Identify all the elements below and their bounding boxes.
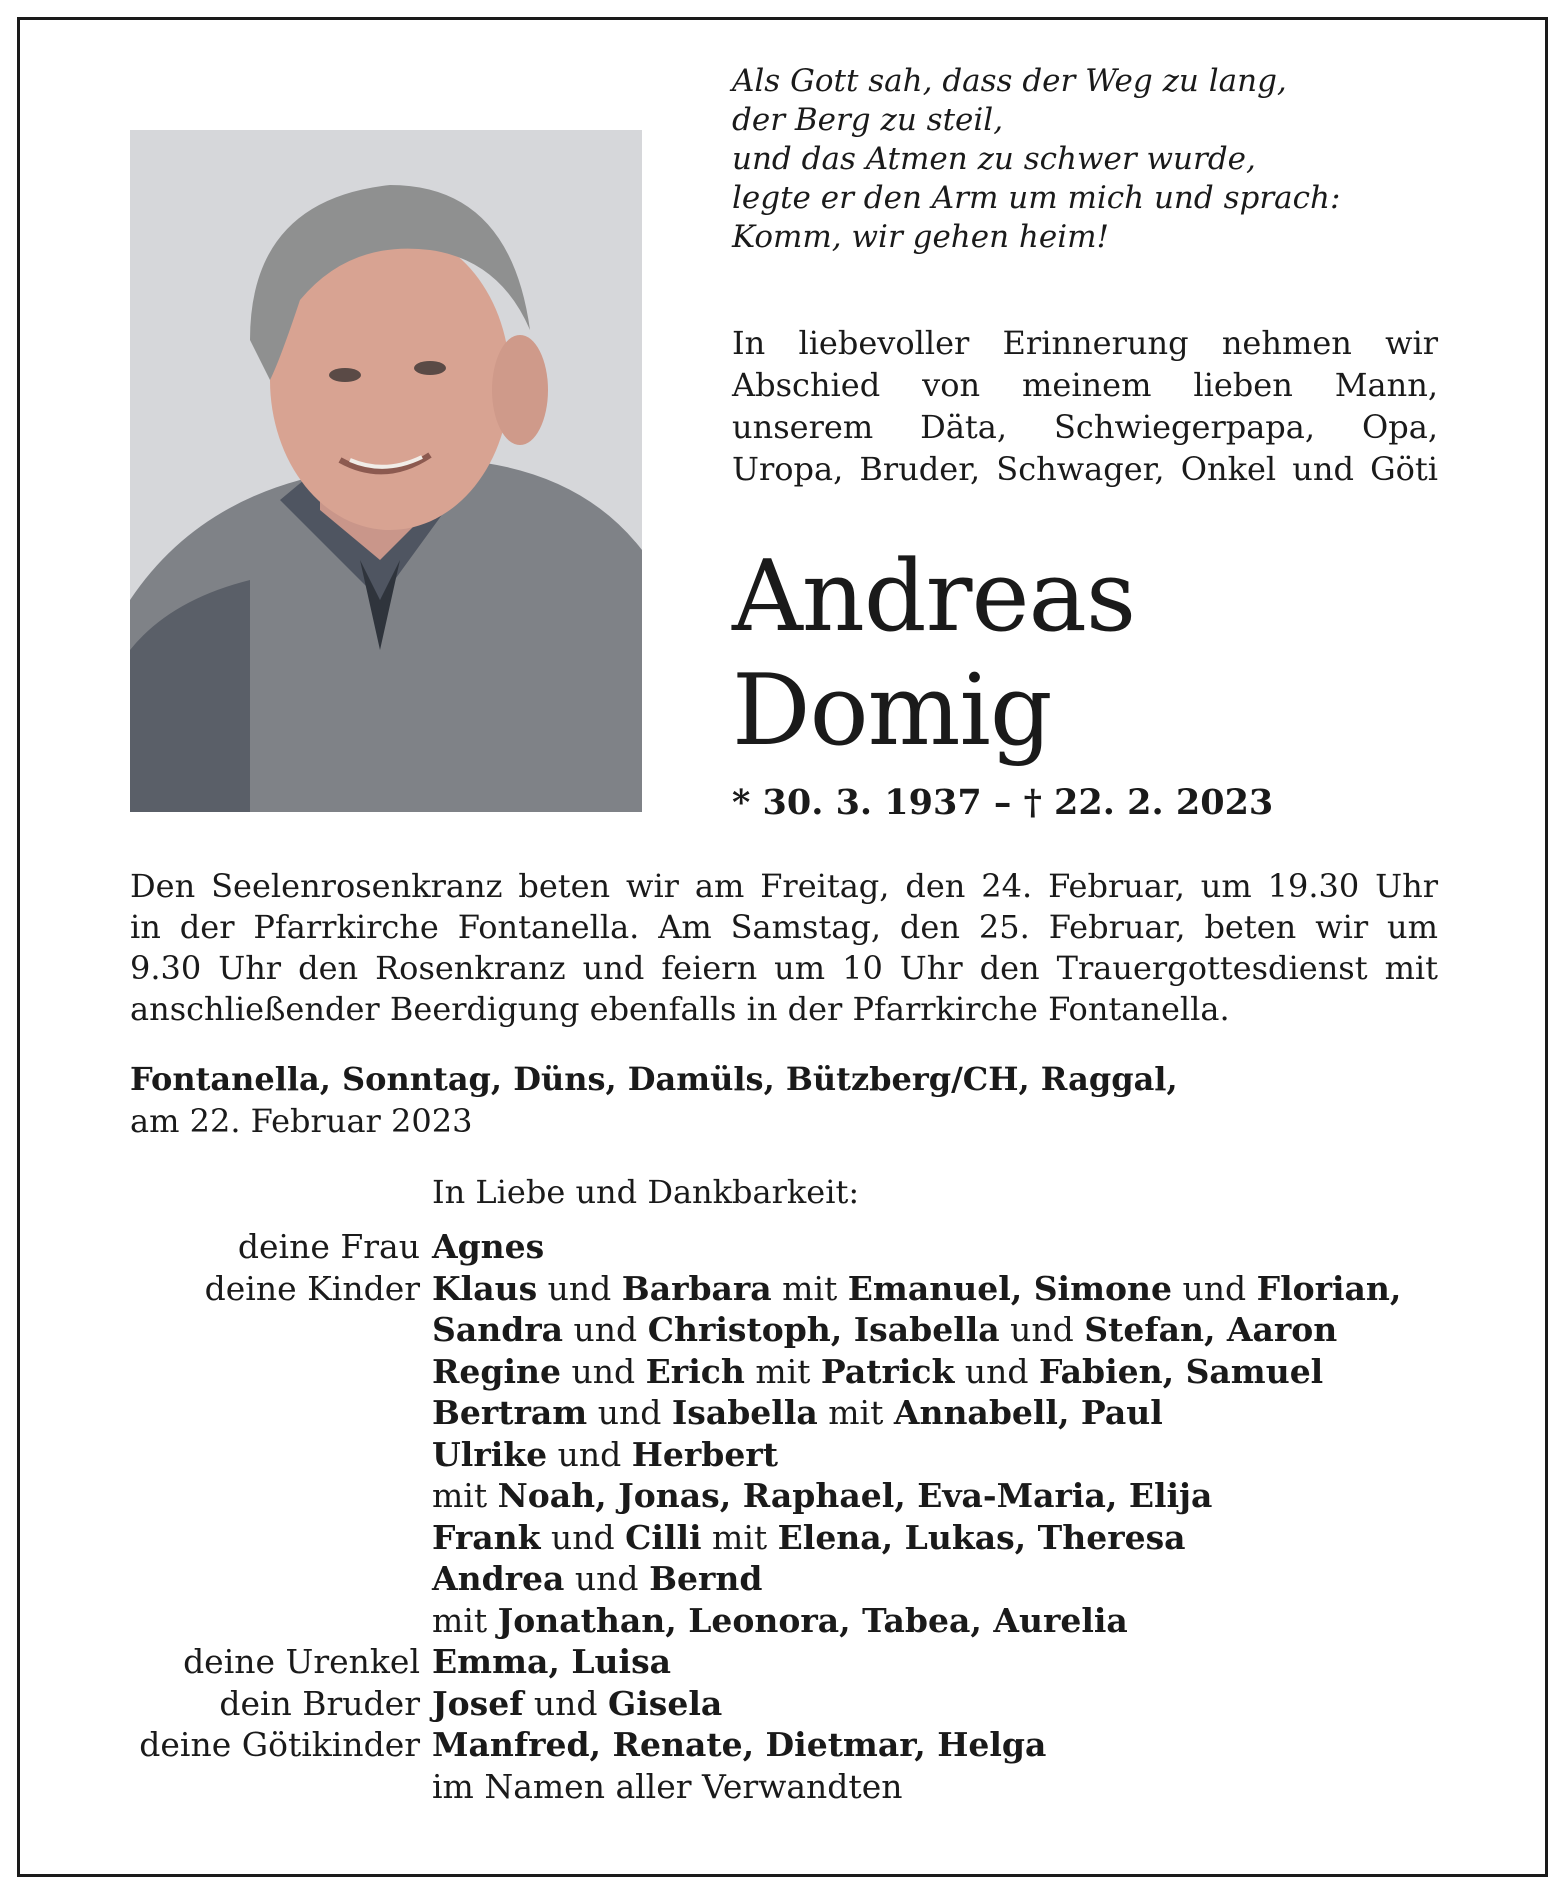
connector-text: und (999, 1310, 1085, 1349)
mourner-name: Christoph, Isabella (647, 1310, 1000, 1349)
poem-line: Komm, wir gehen heim! (732, 219, 1110, 255)
mourner-row (130, 1434, 1401, 1476)
mourner-name: Patrick (820, 1351, 955, 1391)
connector-text: im Namen aller Verwandten (432, 1766, 903, 1806)
deceased-name (732, 540, 1135, 768)
relation-label (130, 1392, 432, 1434)
mourner-row (130, 1392, 1401, 1434)
places: Fontanella, Sonntag, Düns, Damüls, Bützberg/CH, Raggal, (130, 1060, 1178, 1098)
connector-text: mit (771, 1268, 848, 1308)
mourner-names (432, 1766, 902, 1808)
connector-text: und (564, 1559, 650, 1598)
mourner-name: Klaus (432, 1268, 538, 1308)
service-line: Den Seelenrosenkranz beten wir am Freitag, den 24. Februar, um 19.30 Uhr (130, 867, 1438, 905)
mourner-row (130, 1475, 1401, 1517)
intro-line: In liebevoller Erinnerung nehmen wir (732, 324, 1438, 362)
mourner-row (130, 1517, 1401, 1559)
relation-label (130, 1351, 432, 1393)
relation-label (130, 1600, 432, 1642)
mourner-row (130, 1309, 1401, 1351)
mourner-name: Andrea (432, 1559, 565, 1598)
relation-label (130, 1434, 432, 1476)
mourner-name: Annabell, Paul (893, 1393, 1163, 1432)
mourner-name: Frank (432, 1517, 541, 1557)
service-info (130, 866, 1438, 1030)
connector-text: und (540, 1517, 626, 1557)
thanks-heading: In Liebe und Dankbarkeit: (432, 1173, 860, 1211)
connector-text: und (537, 1268, 622, 1308)
mourner-name: Manfred, Renate, Dietmar, Helga (432, 1725, 1047, 1764)
mourner-names (432, 1558, 762, 1600)
life-dates: * 30. 3. 1937 – † 22. 2. 2023 (732, 782, 1274, 823)
last-name: Domig (732, 654, 1052, 768)
connector-text: mit (744, 1351, 821, 1391)
mourner-name: Emanuel, Simone (847, 1268, 1173, 1308)
mourner-name: Noah, Jonas, Raphael, Eva-Maria, Elija (497, 1476, 1213, 1515)
mourner-row (130, 1558, 1401, 1600)
poem-line: Als Gott sah, dass der Weg zu lang, (732, 63, 1287, 99)
relation-label: deine Urenkel (183, 1642, 420, 1681)
poem-line: und das Atmen zu schwer wurde, (732, 141, 1256, 177)
mourner-names (432, 1641, 671, 1683)
mourner-names (432, 1268, 1401, 1310)
relation-label (130, 1517, 432, 1559)
mourner-row (130, 1268, 1401, 1310)
mourner-row (130, 1600, 1401, 1642)
mourner-name: Jonathan, Leonora, Tabea, Aurelia (497, 1600, 1128, 1640)
mourner-name: Stefan, Aaron (1084, 1310, 1338, 1349)
place-date: am 22. Februar 2023 (130, 1102, 473, 1140)
mourner-name: Fabien, Samuel (1038, 1351, 1324, 1391)
mourner-row (130, 1766, 1401, 1808)
connector-text: mit (817, 1393, 894, 1432)
mourner-names (432, 1683, 722, 1725)
service-line: 9.30 Uhr den Rosenkranz und feiern um 10 Uhr den Trauergottesdienst mit (130, 949, 1438, 987)
mourner-name: Ulrike (432, 1434, 548, 1474)
relation-label (130, 1475, 432, 1517)
intro-line: Uropa, Bruder, Schwager, Onkel und Göti (732, 450, 1438, 488)
connector-text: und (561, 1351, 646, 1391)
mourner-row (130, 1724, 1401, 1766)
mourner-row (130, 1351, 1401, 1393)
mourner-name: Barbara (621, 1268, 772, 1308)
service-line: in der Pfarrkirche Fontanella. Am Samstag, den 25. Februar, beten wir um (130, 908, 1438, 946)
intro-line: Abschied von meinem lieben Mann, (732, 366, 1438, 404)
relation-label: dein Bruder (219, 1683, 420, 1723)
mourner-row (130, 1683, 1401, 1725)
relation-label (130, 1309, 432, 1351)
mourner-names (432, 1475, 1212, 1517)
mourner-row (130, 1641, 1401, 1683)
mourner-name: Herbert (631, 1434, 778, 1474)
mourner-names (432, 1392, 1163, 1434)
mourner-name: Regine (432, 1351, 562, 1391)
relation-label: deine Kinder (204, 1268, 420, 1308)
mourner-name: Bertram (432, 1393, 588, 1432)
connector-text: und (523, 1683, 609, 1723)
mourner-names (432, 1309, 1337, 1351)
poem (732, 62, 1452, 257)
connector-text: mit (432, 1600, 498, 1640)
mourner-names (432, 1517, 1186, 1559)
mourner-name: Josef (432, 1683, 524, 1723)
relation-label (130, 1558, 432, 1600)
intro-text (732, 322, 1438, 490)
mourner-name: Isabella (671, 1393, 818, 1432)
connector-text: und (954, 1351, 1039, 1391)
mourner-name: Sandra (432, 1310, 564, 1349)
mourner-name: Erich (645, 1351, 745, 1391)
connector-text: und (563, 1310, 648, 1349)
mourner-name: Bernd (649, 1559, 763, 1598)
connector-text: mit (701, 1517, 778, 1557)
mourner-names (432, 1434, 778, 1476)
relation-label: deine Frau (237, 1227, 420, 1266)
mourner-name: Florian, (1256, 1268, 1402, 1308)
poem-line: legte er den Arm um mich und sprach: (732, 180, 1341, 216)
mourner-names (432, 1351, 1323, 1393)
mourner-name: Agnes (432, 1227, 545, 1266)
mourner-name: Emma, Luisa (432, 1642, 672, 1681)
places-block (130, 1058, 1178, 1142)
mourner-name: Gisela (608, 1683, 723, 1723)
relation-label (130, 1766, 432, 1808)
mourner-name: Cilli (625, 1517, 702, 1557)
intro-line: unserem Däta, Schwiegerpapa, Opa, (732, 408, 1438, 446)
mourner-names (432, 1724, 1046, 1766)
service-line: anschließender Beerdigung ebenfalls in der Pfarrkirche Fontanella. (130, 990, 1230, 1028)
mourner-name: Elena, Lukas, Theresa (777, 1517, 1186, 1557)
connector-text: und (587, 1393, 672, 1432)
relation-label: deine Götikinder (139, 1725, 420, 1764)
portrait-photo (130, 130, 642, 812)
mourner-names (432, 1600, 1128, 1642)
mourners-list (130, 1226, 1401, 1807)
mourner-row (130, 1226, 1401, 1268)
connector-text: mit (432, 1476, 498, 1515)
connector-text: und (1172, 1268, 1257, 1308)
poem-line: der Berg zu steil, (732, 102, 1004, 138)
mourner-names (432, 1226, 544, 1268)
first-name: Andreas (732, 540, 1136, 654)
connector-text: und (547, 1434, 632, 1474)
